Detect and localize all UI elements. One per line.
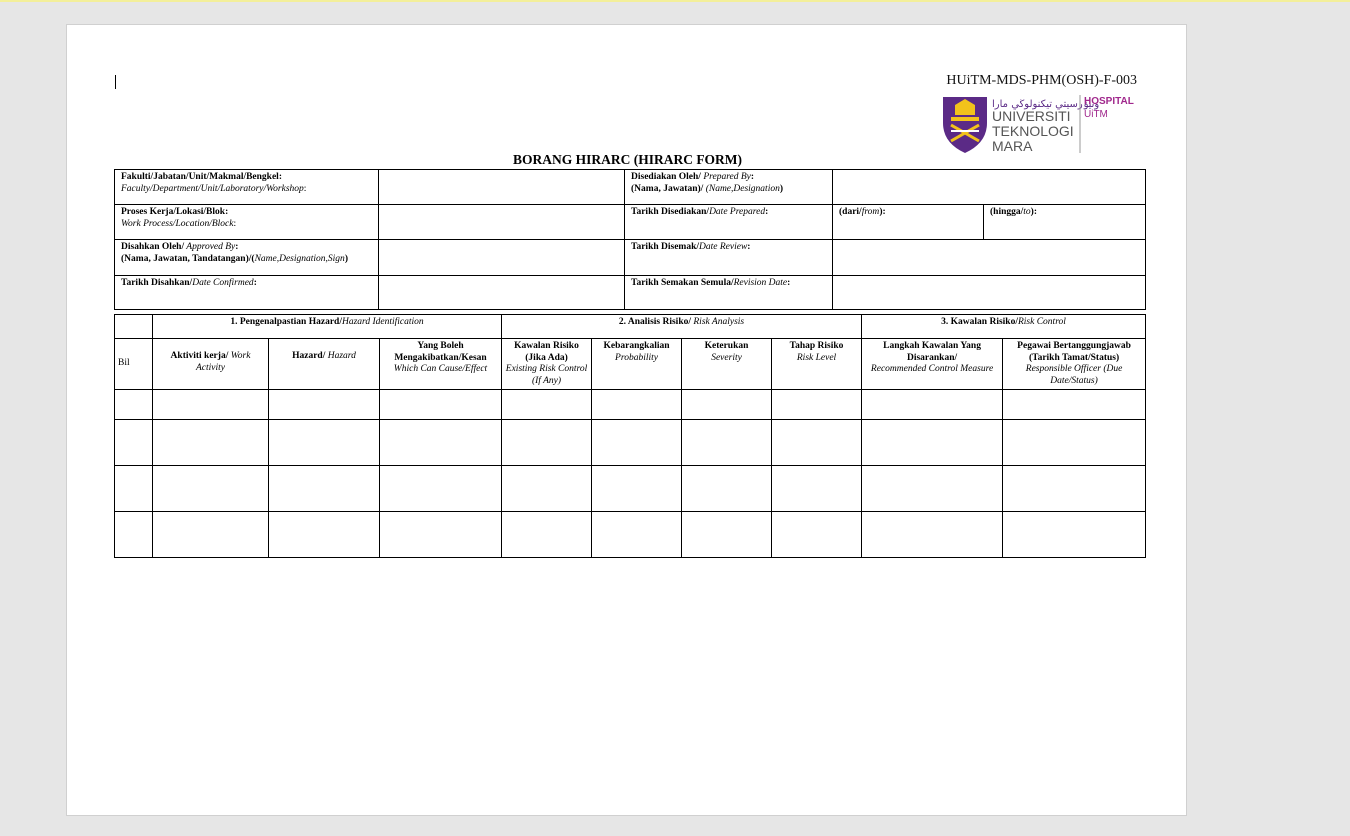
col-bil: Bil xyxy=(115,339,153,390)
table-cell[interactable] xyxy=(592,512,682,558)
form-info-table xyxy=(114,169,1146,310)
table-cell[interactable] xyxy=(592,420,682,466)
uitm-crest-icon xyxy=(943,97,987,153)
col-effect: Yang Boleh Mengakibatkan/Kesan Which Can Cause/Effect xyxy=(380,339,502,390)
logo-hospital-sub: UiTM xyxy=(1084,109,1108,120)
table-cell[interactable] xyxy=(1003,512,1146,558)
date-prepared-label: Tarikh Disediakan/Date Prepared: xyxy=(625,205,833,240)
table-cell[interactable] xyxy=(862,512,1003,558)
table-cell[interactable] xyxy=(153,466,269,512)
approved-by-label: Disahkan Oleh/ Approved By: (Nama, Jawatan, Tandatangan)/(Name,Designation,Sign) xyxy=(115,240,379,276)
table-cell[interactable] xyxy=(269,420,380,466)
table-cell[interactable] xyxy=(380,420,502,466)
table-cell[interactable] xyxy=(1003,466,1146,512)
uitm-hospital-logo xyxy=(941,93,1141,155)
table-cell[interactable] xyxy=(380,512,502,558)
table-cell[interactable] xyxy=(269,390,380,420)
col-existing-control: Kawalan Risiko (Jika Ada) Existing Risk Control (If Any) xyxy=(502,339,592,390)
work-process-field[interactable] xyxy=(379,205,625,240)
col-recommended-control: Langkah Kawalan Yang Disarankan/ Recommended Control Measure xyxy=(862,339,1003,390)
table-cell[interactable] xyxy=(269,466,380,512)
table-cell[interactable] xyxy=(502,466,592,512)
date-from-field[interactable]: (dari/from): xyxy=(833,205,984,240)
faculty-label: Fakulti/Jabatan/Unit/Makmal/Bengkel: Faculty/Department/Unit/Laboratory/Workshop: xyxy=(115,170,379,205)
date-confirmed-label: Tarikh Disahkan/Date Confirmed: xyxy=(115,276,379,310)
window-top-accent xyxy=(0,0,1350,2)
col-responsible-officer: Pegawai Bertanggungjawab (Tarikh Tamat/Status) Responsible Officer (Due Date/Status) xyxy=(1003,339,1146,390)
table-row xyxy=(115,512,1146,558)
table-cell[interactable] xyxy=(502,420,592,466)
table-cell[interactable] xyxy=(115,420,153,466)
document-page[interactable] xyxy=(66,24,1187,816)
col-severity: Keterukan Severity xyxy=(682,339,772,390)
table-cell[interactable] xyxy=(1003,390,1146,420)
table-row xyxy=(115,466,1146,512)
col-risk-level: Tahap Risiko Risk Level xyxy=(772,339,862,390)
table-cell[interactable] xyxy=(380,466,502,512)
table-cell[interactable] xyxy=(682,512,772,558)
col-hazard: Hazard/ Hazard xyxy=(269,339,380,390)
table-cell[interactable] xyxy=(115,390,153,420)
table-cell[interactable] xyxy=(380,390,502,420)
col-probability: Kebarangkalian Probability xyxy=(592,339,682,390)
section-risk-analysis: 2. Analisis Risiko/ Risk Analysis xyxy=(502,315,862,339)
approved-by-field[interactable] xyxy=(379,240,625,276)
date-review-label: Tarikh Disemak/Date Review: xyxy=(625,240,833,276)
section-risk-control: 3. Kawalan Risiko/Risk Control xyxy=(862,315,1146,339)
table-cell[interactable] xyxy=(1003,420,1146,466)
table-cell[interactable] xyxy=(772,420,862,466)
section-hazard-identification: 1. Pengenalpastian Hazard/Hazard Identification xyxy=(153,315,502,339)
logo-line2: TEKNOLOGI xyxy=(992,123,1074,139)
table-cell[interactable] xyxy=(115,512,153,558)
table-cell[interactable] xyxy=(153,420,269,466)
date-to-field[interactable]: (hingga/to): xyxy=(984,205,1146,240)
table-cell[interactable] xyxy=(592,390,682,420)
hirarc-table xyxy=(114,314,1146,558)
table-cell[interactable] xyxy=(115,466,153,512)
table-cell[interactable] xyxy=(682,420,772,466)
table-cell[interactable] xyxy=(862,466,1003,512)
table-cell[interactable] xyxy=(502,390,592,420)
table-cell[interactable] xyxy=(682,466,772,512)
work-process-label: Proses Kerja/Lokasi/Blok: Work Process/Location/Block: xyxy=(115,205,379,240)
table-row xyxy=(115,390,1146,420)
table-cell[interactable] xyxy=(862,390,1003,420)
table-cell[interactable] xyxy=(772,390,862,420)
logo-hospital: HOSPITAL xyxy=(1084,96,1134,107)
table-cell[interactable] xyxy=(153,390,269,420)
table-cell[interactable] xyxy=(502,512,592,558)
table-cell[interactable] xyxy=(153,512,269,558)
logo-line3: MARA xyxy=(992,138,1033,154)
table-cell[interactable] xyxy=(682,390,772,420)
table-cell[interactable] xyxy=(772,512,862,558)
form-title: BORANG HIRARC (HIRARC FORM) xyxy=(512,152,743,167)
revision-date-label: Tarikh Semakan Semula/Revision Date: xyxy=(625,276,833,310)
date-confirmed-field[interactable] xyxy=(379,276,625,310)
col-work-activity: Aktiviti kerja/ Work Activity xyxy=(153,339,269,390)
text-cursor xyxy=(115,75,116,89)
date-review-field[interactable] xyxy=(833,240,1146,276)
prepared-by-field[interactable] xyxy=(833,170,1146,205)
document-code: HUiTM-MDS-PHM(OSH)-F-003 xyxy=(946,73,1137,88)
prepared-by-label: Disediakan Oleh/ Prepared By: (Nama, Jawatan)/ (Name,Designation) xyxy=(625,170,833,205)
logo-arabic-text: ونيۏرسيتي تيکنولوڬي مارا xyxy=(992,99,1100,110)
table-cell[interactable] xyxy=(592,466,682,512)
revision-date-field[interactable] xyxy=(833,276,1146,310)
section-blank-cell xyxy=(115,315,153,339)
logo-line1: UNIVERSITI xyxy=(992,108,1071,124)
faculty-field[interactable] xyxy=(379,170,625,205)
table-row xyxy=(115,420,1146,466)
table-cell[interactable] xyxy=(269,512,380,558)
table-cell[interactable] xyxy=(772,466,862,512)
table-cell[interactable] xyxy=(862,420,1003,466)
